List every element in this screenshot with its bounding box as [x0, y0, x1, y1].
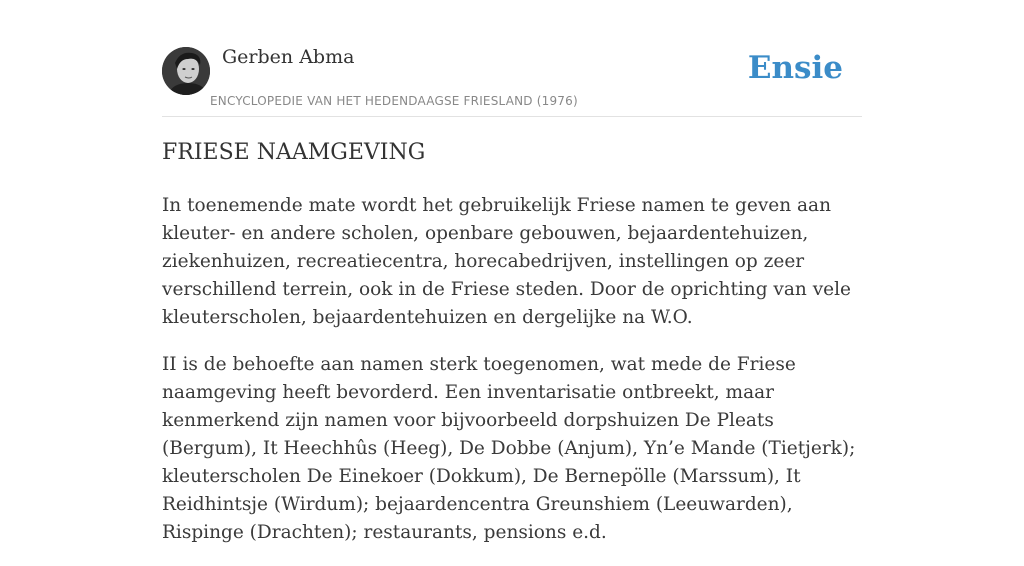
article-title: FRIESE NAAMGEVING	[162, 140, 426, 165]
source-title[interactable]: ENCYCLOPEDIE VAN HET HEDENDAAGSE FRIESLAND (1976)	[210, 94, 578, 108]
article-body	[162, 192, 862, 566]
author-name[interactable]: Gerben Abma	[222, 46, 355, 68]
author-avatar[interactable]	[162, 47, 210, 95]
article-header	[162, 0, 862, 117]
article-page	[162, 0, 862, 543]
article-paragraph: In toenemende mate wordt het gebruikelijk Friese namen te geven aan kleuter- en andere scholen, openbare gebouwen, bejaardentehuizen, ziekenhuizen, recreatiecentra, horecabedrijven, instellingen op zeer verschillend terrein, ook in de Friese steden. Door de oprichting van vele kleuterscholen, bejaardentehuizen en dergelijke na W.O.	[162, 195, 851, 328]
article-paragraph: II is de behoefte aan namen sterk toegenomen, wat mede de Friese naamgeving heeft bevorderd. Een inventarisatie ontbreekt, maar kenmerkend zijn namen voor bijvoorbeeld dorpshuizen De Pleats (Bergum), It Heechhûs (Heeg), De Dobbe (Anjum), Yn’e Mande (Tietjerk); kleuterscholen De Einekoer (Dokkum), De Bernepölle (Marssum), It Reidhintsje (Wirdum); bejaardencentra Greunshiem (Leeuwarden), Rispinge (Drachten); restaurants, pensions e.d.	[162, 354, 856, 543]
author-portrait-icon	[162, 47, 210, 95]
ensie-logo[interactable]: Ensie	[747, 50, 843, 86]
